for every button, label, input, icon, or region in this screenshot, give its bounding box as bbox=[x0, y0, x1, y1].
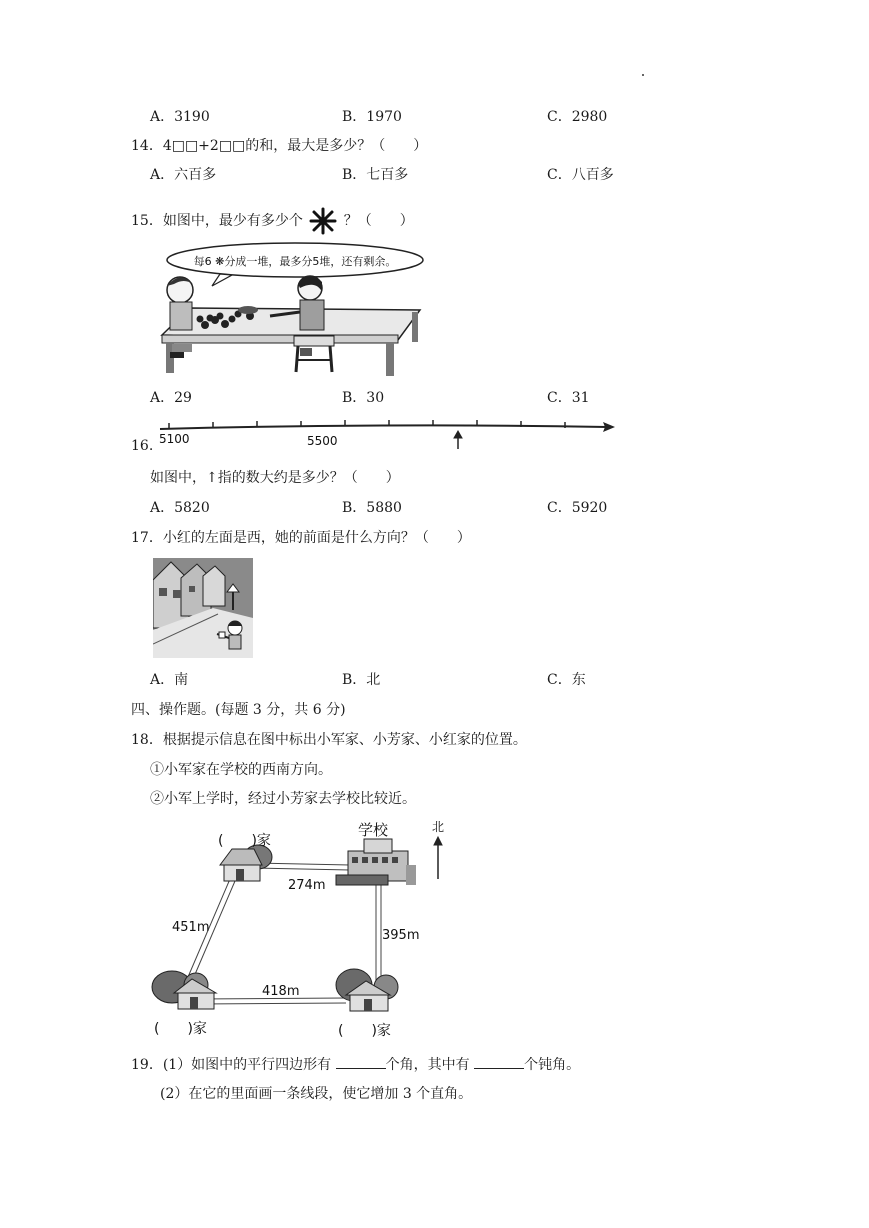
north-label: 北 bbox=[432, 820, 445, 834]
tick-label-5500: 5500 bbox=[307, 434, 338, 448]
q19-line2: (2）在它的里面画一条线段，使它增加 3 个直角。 bbox=[160, 1086, 473, 1102]
q15-stem bbox=[131, 207, 414, 235]
q14-option-b: B．七百多 bbox=[342, 167, 409, 183]
home-icon-bottom-left bbox=[152, 971, 216, 1009]
snowflake-icon bbox=[309, 207, 337, 235]
home-label-top: ( )家 bbox=[218, 833, 271, 849]
q18-stem: 18．根据提示信息在图中标出小军家、小芳家、小红家的位置。 bbox=[131, 732, 527, 748]
number-line bbox=[155, 415, 625, 455]
q17-option-c: C．东 bbox=[547, 672, 586, 688]
distance-right: 395m bbox=[382, 928, 420, 943]
q18-hint-2: ②小军上学时，经过小芳家去学校比较近。 bbox=[150, 791, 416, 807]
q19-line1 bbox=[131, 1054, 580, 1074]
section-title: 四、操作题。(每题 3 分，共 6 分) bbox=[131, 702, 346, 718]
answer-blank-angles[interactable] bbox=[336, 1056, 386, 1069]
q15-stem-after: ？（ ） bbox=[343, 213, 414, 229]
q19-line1-c: 个钝角。 bbox=[524, 1057, 581, 1073]
q13-option-a: A．3190 bbox=[150, 109, 210, 125]
school-label: 学校 bbox=[358, 821, 389, 839]
q17-figure bbox=[153, 558, 253, 658]
q17-option-a: A．南 bbox=[150, 672, 189, 688]
answer-blank-obtuse[interactable] bbox=[474, 1056, 524, 1069]
q18-map bbox=[150, 815, 470, 1045]
q13-option-c: C．2980 bbox=[547, 109, 608, 125]
q14-option-c: C．八百多 bbox=[547, 167, 614, 183]
q16-stem: 如图中，↑指的数大约是多少？（ ） bbox=[150, 470, 400, 486]
q16-number: 16. bbox=[131, 438, 154, 454]
home-label-bottom-left: ( )家 bbox=[154, 1021, 207, 1037]
school-icon bbox=[336, 839, 416, 885]
page-dot bbox=[642, 74, 644, 76]
tick-label-5100: 5100 bbox=[159, 432, 190, 446]
q14-stem: 14．4□□+2□□的和，最大是多少？（ ） bbox=[131, 138, 428, 154]
home-label-bottom-right: ( )家 bbox=[338, 1023, 391, 1039]
distance-left: 451m bbox=[172, 920, 210, 935]
distance-bottom: 418m bbox=[262, 984, 300, 999]
q19-line1-a: 19．(1）如图中的平行四边形有 bbox=[131, 1057, 332, 1073]
home-icon-bottom-right bbox=[336, 969, 398, 1011]
distance-top: 274m bbox=[288, 878, 326, 893]
up-arrow-icon bbox=[454, 431, 462, 449]
q14-option-a: A．六百多 bbox=[150, 167, 217, 183]
q19-line1-b: 个角，其中有 bbox=[385, 1057, 470, 1073]
q16-option-a: A．5820 bbox=[150, 500, 210, 516]
q18-hint-1: ①小军家在学校的西南方向。 bbox=[150, 762, 332, 778]
q15-figure bbox=[150, 240, 425, 378]
q16-option-b: B．5880 bbox=[342, 500, 402, 516]
q13-option-b: B．1970 bbox=[342, 109, 402, 125]
q15-option-c: C．31 bbox=[547, 390, 590, 406]
q17-stem: 17．小红的左面是西，她的前面是什么方向？（ ） bbox=[131, 530, 471, 546]
q15-stem-before: 15．如图中，最少有多少个 bbox=[131, 213, 303, 229]
q15-option-a: A．29 bbox=[150, 390, 192, 406]
q15-option-b: B．30 bbox=[342, 390, 385, 406]
north-arrow-icon bbox=[434, 837, 442, 879]
home-icon-top bbox=[220, 845, 272, 881]
q17-option-b: B．北 bbox=[342, 672, 381, 688]
speech-text: 每6 ❋分成一堆，最多分5堆，还有剩余。 bbox=[193, 255, 397, 268]
q16-option-c: C．5920 bbox=[547, 500, 608, 516]
